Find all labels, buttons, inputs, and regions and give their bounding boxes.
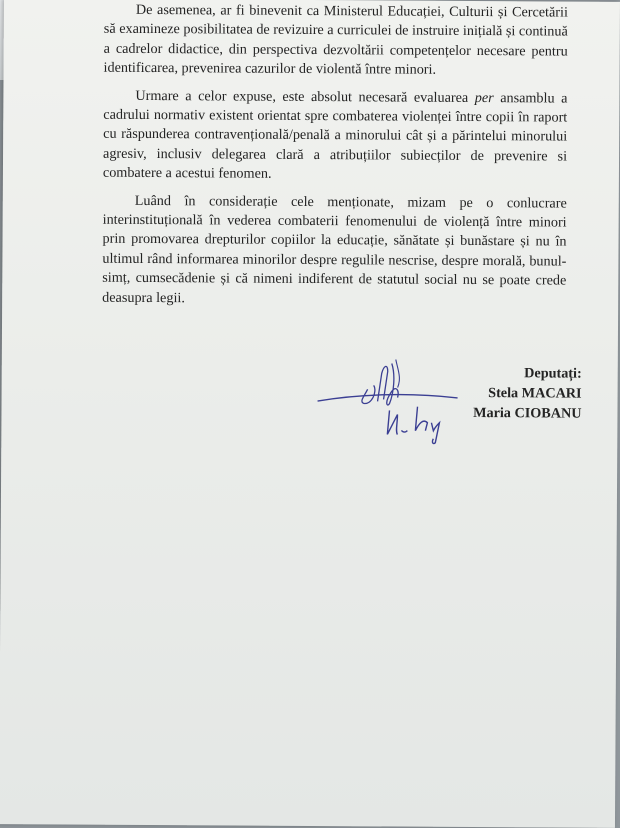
signature-heading: Deputați:: [524, 365, 582, 382]
signatory-name-2: Maria CIOBANU: [473, 404, 582, 422]
paragraph-3: Luând în considerație cele menționate, mizam pe o conlucrare interinstituțională în vederea combaterii fenomenului de violență între minori prin promovarea drepturilor copiilor la educație, sănătate și bunăstare și nu în ultimul rând informarea minorilor despre regulile nescrise, despre morală, bunul-simț, cumsecădenie și că nimeni indiferent de statutul social nu se poate crede deasupra legii.: [102, 192, 567, 306]
signatory-name-1: Stela MACARI: [488, 385, 582, 402]
signature-maria-ciobanu: [381, 396, 461, 446]
signature-block: [453, 363, 581, 424]
paragraph-2-italic: per: [474, 89, 494, 106]
paragraph-2-start: Urmare a celor expuse, este absolut necesară evaluarea: [135, 87, 475, 106]
paragraph-1: De asemenea, ar fi binevenit ca Ministerul Educației, Culturii și Cercetării să examineze posibilitatea de revizuire a curriculei de instruire inițială și continuă a cadrelor didactice, din perspectiva dezvoltării competențelor necesare pentru identificarea, prevenirea cazurilor de violentă între minori.: [103, 1, 568, 78]
document-body: [102, 1, 568, 311]
paragraph-2: [103, 86, 568, 186]
paragraph-2-end: ansamblu a cadrului normativ existent orientat spre combaterea violenței între copii în raport cu răspunderea contravențională/penală a minorului cât și a părintelui minorului agresiv, inclusiv delegarea clară a atribuțiilor subiecților de prevenire si combatere a acestui fenomen.: [102, 89, 568, 183]
